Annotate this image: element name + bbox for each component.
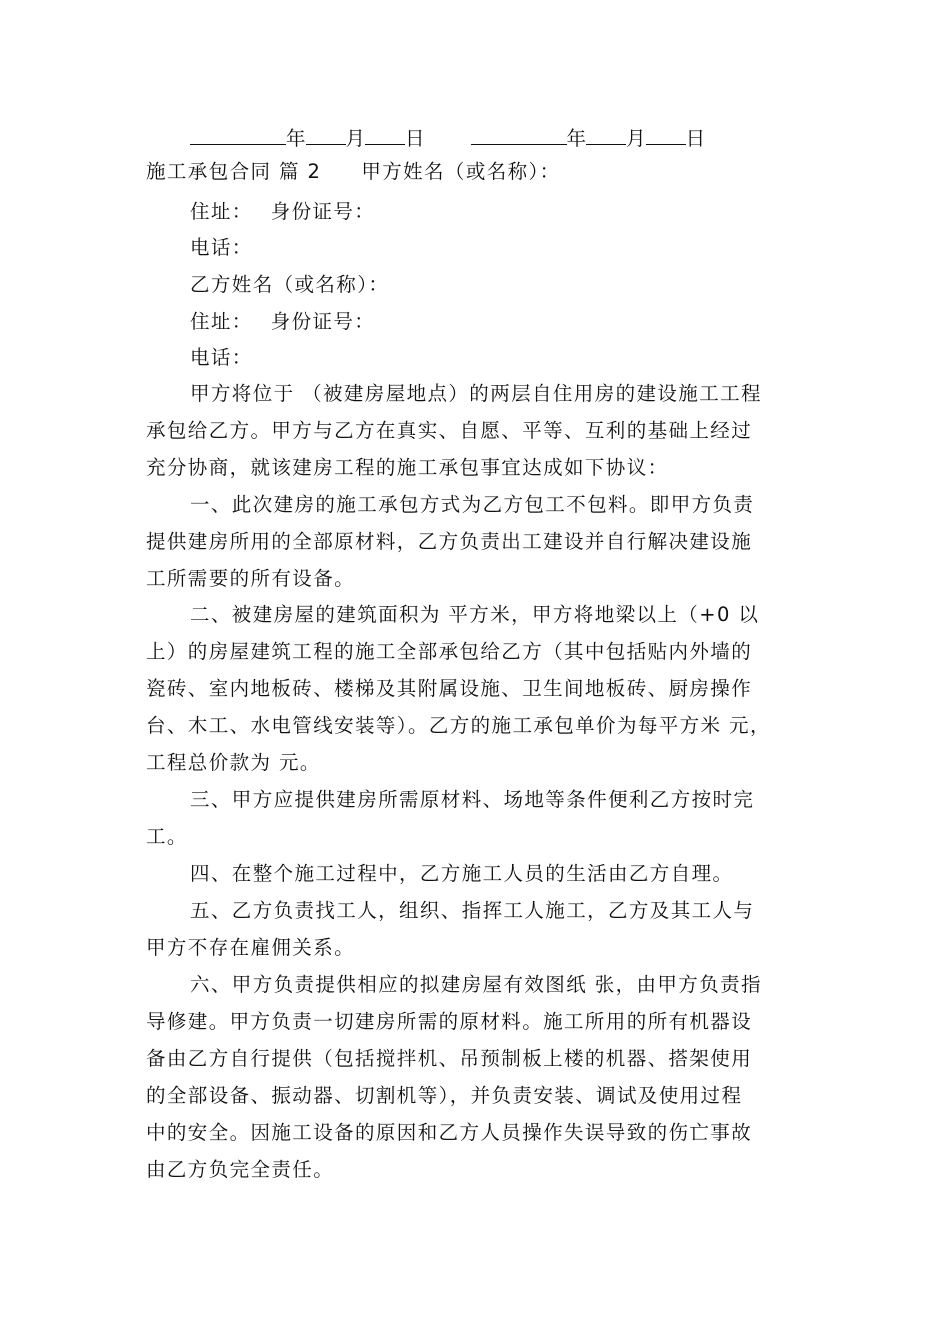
clause-4-line: 四、在整个施工过程中，乙方施工人员的生活由乙方自理。 [190, 862, 734, 885]
clause-1-line: 提供建房所用的全部原材料，乙方负责出工建设并自行解决建设施 [146, 530, 753, 553]
clause-5-line: 五、乙方负责找工人，组织、指挥工人施工，乙方及其工人与 [190, 899, 755, 922]
clause-3-line: 三、甲方应提供建房所需原材料、场地等条件便利乙方按时完 [190, 788, 755, 811]
clause-6-line: 导修建。甲方负责一切建房所需的原材料。施工所用的所有机器设 [146, 1010, 753, 1033]
day-blank-2 [646, 124, 686, 145]
month-label: 月 [345, 127, 366, 150]
year-blank [190, 124, 286, 145]
clause-1-line: 一、此次建房的施工承包方式为乙方包工不包料。即甲方负责 [190, 493, 755, 516]
party-b-name-label: 乙方姓名（或名称）： [190, 273, 390, 296]
clause-1-line: 工所需要的所有设备。 [146, 567, 356, 590]
party-b-name-row [190, 273, 870, 297]
party-b-address-row [190, 310, 870, 334]
party-a-name-label: 甲方姓名（或名称）： [361, 160, 561, 183]
day-label-2: 日 [685, 127, 706, 150]
clause-6-line: 中的安全。因施工设备的原因和乙方人员操作失误导致的伤亡事故 [146, 1121, 753, 1144]
party-a-phone-label: 电话： [190, 236, 253, 259]
party-b-address-label: 住址： [190, 310, 253, 333]
month-label-2: 月 [626, 127, 646, 150]
clause-5-line: 甲方不存在雇佣关系。 [146, 936, 356, 959]
party-a-address-label: 住址： [190, 200, 253, 223]
party-b-id-label: 身份证号： [270, 310, 376, 333]
clause-2-line: 瓷砖、室内地板砖、楼梯及其附属设施、卫生间地板砖、厨房操作 [146, 677, 753, 700]
clause-2-line: 工程总价款为 元。 [146, 751, 321, 774]
contract-heading [146, 160, 826, 184]
party-b-phone-row [190, 346, 870, 370]
year-blank-2 [471, 124, 567, 145]
contract-title: 施工承包合同 篇 2 [146, 160, 322, 183]
month-blank [306, 124, 346, 145]
year-label: 年 [286, 127, 306, 150]
signature-date-line [190, 124, 705, 151]
day-blank [365, 124, 405, 145]
party-b-phone-label: 电话： [190, 346, 253, 369]
clause-6-line: 的全部设备、振动器、切割机等），并负责安装、调试及使用过程 [146, 1084, 743, 1107]
party-a-id-label: 身份证号： [270, 200, 376, 223]
body-line: 承包给乙方。甲方与乙方在真实、自愿、平等、互利的基础上经过 [146, 419, 753, 442]
clause-2-line: 台、木工、水电管线安装等）。乙方的施工承包单价为每平方米 元， [146, 714, 771, 737]
year-label-2: 年 [566, 127, 587, 150]
clause-6-line: 由乙方负完全责任。 [146, 1158, 335, 1181]
clause-2-line: 二、被建房屋的建筑面积为 平方米，甲方将地梁以上（+0 以 [190, 603, 760, 626]
clause-3-line: 工。 [146, 825, 188, 848]
clause-6-line: 六、甲方负责提供相应的拟建房屋有效图纸 张，由甲方负责指 [190, 973, 762, 996]
body-line: 甲方将位于 （被建房屋地点）的两层自住用房的建设施工工程 [190, 382, 762, 405]
clause-2-line: 上）的房屋建筑工程的施工全部承包给乙方（其中包括贴内外墙的 [146, 640, 753, 663]
party-a-phone-row [190, 236, 870, 260]
party-a-address-row [190, 200, 870, 224]
day-label: 日 [405, 127, 425, 150]
month-blank-2 [586, 124, 626, 145]
body-line: 充分协商，就该建房工程的施工承包事宜达成如下协议： [146, 456, 669, 479]
clause-6-line: 备由乙方自行提供（包括搅拌机、吊预制板上楼的机器、搭架使用 [146, 1047, 753, 1070]
